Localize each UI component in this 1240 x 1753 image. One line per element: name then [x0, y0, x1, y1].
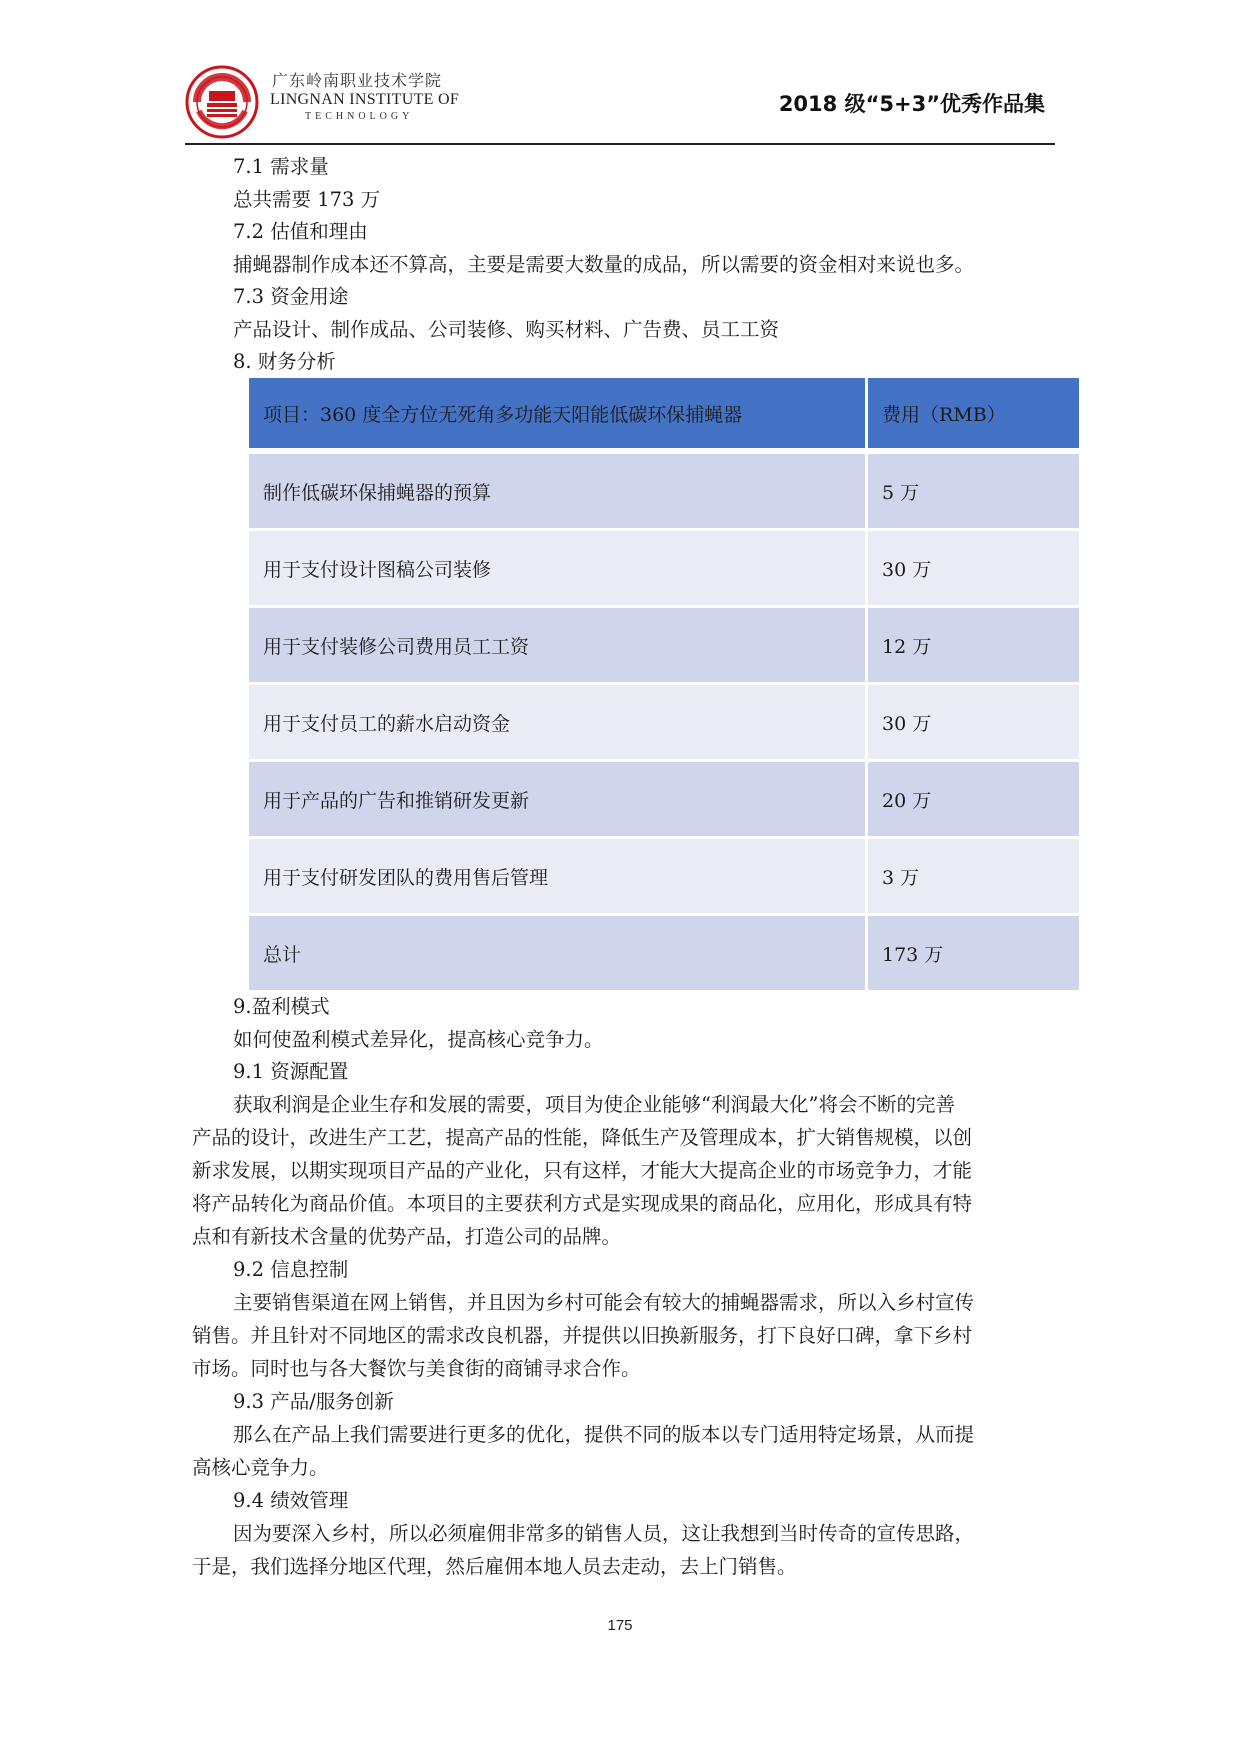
section-9-1-line: 获取利润是企业生存和发展的需要，项目为使企业能够“利润最大化”将会不断的完善 — [233, 1093, 955, 1116]
table-cell-cost: 30 万 — [867, 684, 1081, 761]
section-7-1-body: 总共需要 173 万 — [233, 188, 381, 211]
section-9-1-line: 新求发展，以期实现项目产品的产业化，只有这样，才能大大提高企业的市场竞争力，才能 — [192, 1159, 973, 1182]
section-9-3-line: 那么在产品上我们需要进行更多的优化，提供不同的版本以专门适用特定场景，从而提 — [233, 1423, 975, 1446]
table-cell-cost: 30 万 — [867, 530, 1081, 607]
section-7-2-body: 捕蝇器制作成本还不算高，主要是需要大数量的成品，所以需要的资金相对来说也多。 — [233, 253, 975, 276]
section-9-title: 9.盈利模式 — [233, 995, 330, 1018]
section-9-3-line: 高核心竞争力。 — [192, 1456, 329, 1479]
table-row — [248, 684, 1081, 761]
table-cell-item: 用于产品的广告和推销研发更新 — [248, 761, 867, 838]
section-9-3-title: 9.3 产品/服务创新 — [233, 1390, 394, 1413]
school-name-cn: 广东岭南职业技术学院 — [272, 71, 443, 90]
section-9-4-line: 于是，我们选择分地区代理，然后雇佣本地人员去走动，去上门销售。 — [192, 1555, 797, 1578]
table-cell-item: 制作低碳环保捕蝇器的预算 — [248, 451, 867, 530]
section-7-2-title: 7.2 估值和理由 — [233, 220, 368, 243]
table-header-item: 项目：360 度全方位无死角多功能天阳能低碳环保捕蝇器 — [248, 378, 867, 451]
table-cell-cost: 5 万 — [867, 451, 1081, 530]
table-row — [248, 838, 1081, 915]
section-9-2-line: 销售。并且针对不同地区的需求改良机器，并提供以旧换新服务，打下良好口碑，拿下乡村 — [192, 1324, 973, 1347]
section-8-title: 8. 财务分析 — [233, 350, 336, 373]
section-7-3-body: 产品设计、制作成品、公司装修、购买材料、广告费、员工工资 — [233, 318, 780, 341]
table-cell-cost: 3 万 — [867, 838, 1081, 915]
section-9-1-title: 9.1 资源配置 — [233, 1060, 349, 1083]
header-divider — [185, 143, 1055, 145]
table-row — [248, 761, 1081, 838]
section-9-2-line: 市场。同时也与各大餐饮与美食街的商铺寻求合作。 — [192, 1357, 641, 1380]
section-9-1-line: 将产品转化为商品价值。本项目的主要获利方式是实现成果的商品化，应用化，形成具有特 — [192, 1192, 973, 1215]
table-row — [248, 530, 1081, 607]
table-cell-item: 用于支付研发团队的费用售后管理 — [248, 838, 867, 915]
section-9-4-title: 9.4 绩效管理 — [233, 1489, 349, 1512]
table-header-cost: 费用（RMB） — [867, 378, 1081, 451]
section-9-2-line: 主要销售渠道在网上销售，并且因为乡村可能会有较大的捕蝇器需求，所以入乡村宣传 — [233, 1291, 975, 1314]
school-name-en-sub: TECHNOLOGY — [305, 111, 414, 122]
section-9-1-line: 产品的设计，改进生产工艺，提高产品的性能，降低生产及管理成本，扩大销售规模，以创 — [192, 1126, 973, 1149]
financial-analysis-table — [246, 378, 1082, 993]
page-header — [0, 0, 1240, 150]
section-9-2-title: 9.2 信息控制 — [233, 1258, 349, 1281]
section-9-1-line: 点和有新技术含量的优势产品，打造公司的品牌。 — [192, 1225, 622, 1248]
document-title: 2018 级“5+3”优秀作品集 — [778, 92, 1045, 116]
school-name-en: LINGNAN INSTITUTE OF — [270, 91, 460, 108]
table-row — [248, 607, 1081, 684]
section-9-intro: 如何使盈利模式差异化，提高核心竞争力。 — [233, 1028, 604, 1051]
table-cell-total-label: 总计 — [248, 915, 867, 992]
table-total-row — [248, 915, 1081, 992]
table-header-row — [248, 378, 1081, 451]
section-7-3-title: 7.3 资金用途 — [233, 285, 349, 308]
page-number: 175 — [607, 1617, 633, 1634]
section-9-4-line: 因为要深入乡村，所以必须雇佣非常多的销售人员，这让我想到当时传奇的宣传思路， — [233, 1522, 975, 1545]
table-cell-item: 用于支付装修公司费用员工工资 — [248, 607, 867, 684]
table-row — [248, 451, 1081, 530]
table-cell-cost: 12 万 — [867, 607, 1081, 684]
table-cell-total-value: 173 万 — [867, 915, 1081, 992]
section-7-1-title: 7.1 需求量 — [233, 155, 329, 178]
table-cell-item: 用于支付设计图稿公司装修 — [248, 530, 867, 607]
table-cell-cost: 20 万 — [867, 761, 1081, 838]
table-cell-item: 用于支付员工的薪水启动资金 — [248, 684, 867, 761]
school-logo — [185, 65, 259, 139]
